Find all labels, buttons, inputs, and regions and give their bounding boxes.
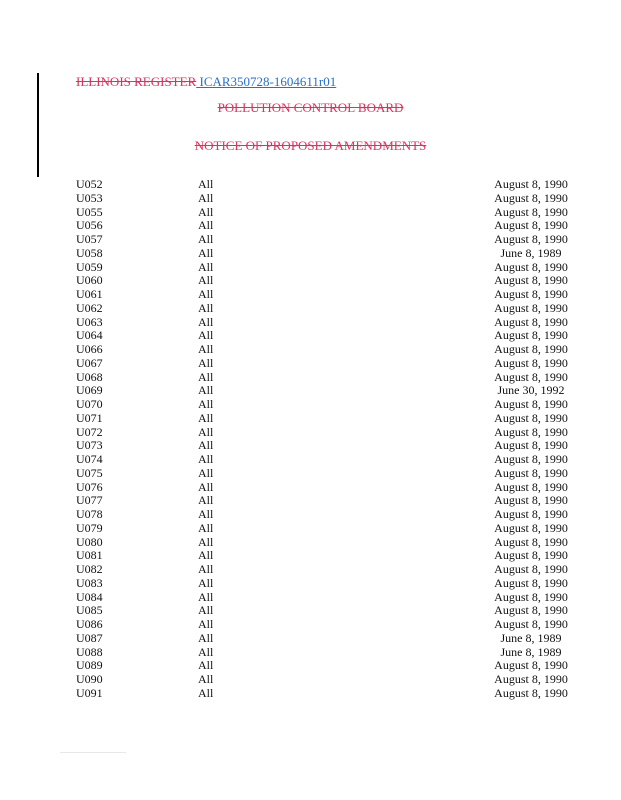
table-row — [76, 287, 571, 301]
date-cell: June 8, 1989 — [500, 630, 562, 645]
date-cell: August 8, 1990 — [494, 479, 568, 494]
date-cell: June 8, 1989 — [500, 644, 562, 659]
date-cell: August 8, 1990 — [494, 617, 568, 631]
date-cell: August 8, 1990 — [494, 177, 568, 191]
scope-cell: All — [198, 177, 214, 191]
date-cell: August 8, 1990 — [494, 658, 568, 673]
scope-cell: All — [198, 520, 214, 535]
scope-cell: All — [198, 410, 214, 425]
date-cell: August 8, 1990 — [494, 342, 568, 356]
waste-code-cell: U090 — [76, 672, 103, 686]
table-row — [76, 452, 571, 466]
table-row — [76, 521, 571, 535]
date-cell: August 8, 1990 — [494, 548, 568, 563]
scope-cell: All — [198, 603, 214, 618]
table-row — [76, 603, 571, 617]
waste-code-cell: U076 — [76, 479, 103, 494]
table-row — [76, 383, 571, 397]
scope-cell: All — [198, 685, 214, 700]
date-cell: August 8, 1990 — [494, 259, 568, 274]
table-row — [76, 672, 571, 686]
date-cell: August 8, 1990 — [494, 507, 568, 521]
date-cell: August 8, 1990 — [494, 534, 568, 549]
board-heading — [0, 100, 621, 115]
table-row — [76, 576, 571, 590]
waste-code-cell: U087 — [76, 630, 103, 645]
waste-code-cell: U052 — [76, 177, 103, 191]
waste-code-cell: U066 — [76, 342, 103, 356]
scope-cell: All — [198, 355, 214, 370]
date-cell: August 8, 1990 — [494, 355, 568, 370]
date-cell: August 8, 1990 — [494, 218, 568, 233]
date-cell: August 8, 1990 — [494, 465, 568, 480]
date-cell: August 8, 1990 — [494, 562, 568, 576]
waste-code-cell: U083 — [76, 575, 103, 590]
scope-cell: All — [198, 328, 214, 343]
scope-cell: All — [198, 342, 214, 356]
waste-code-cell: U070 — [76, 397, 103, 411]
date-cell: August 8, 1990 — [494, 397, 568, 411]
scope-cell: All — [198, 273, 214, 288]
waste-code-cell: U068 — [76, 369, 103, 384]
waste-code-cell: U071 — [76, 410, 103, 425]
table-row — [76, 493, 571, 507]
scope-cell: All — [198, 397, 214, 411]
table-row — [76, 260, 571, 274]
scope-cell: All — [198, 630, 214, 645]
waste-code-cell: U085 — [76, 603, 103, 618]
scope-cell: All — [198, 245, 214, 260]
waste-code-cell: U064 — [76, 328, 103, 343]
table-row — [76, 631, 571, 645]
table-row — [76, 191, 571, 205]
table-row — [76, 645, 571, 659]
waste-code-cell: U058 — [76, 245, 103, 260]
date-cell: August 8, 1990 — [494, 369, 568, 384]
waste-code-cell: U080 — [76, 534, 103, 549]
table-row — [76, 535, 571, 549]
register-id-inserted: ICAR350728-1604611r01 — [196, 74, 337, 89]
scope-cell: All — [198, 314, 214, 329]
footer-rule — [60, 752, 126, 753]
scope-cell: All — [198, 507, 214, 521]
waste-code-cell: U075 — [76, 465, 103, 480]
table-row — [76, 315, 571, 329]
date-cell: August 8, 1990 — [494, 204, 568, 219]
waste-code-cell: U077 — [76, 493, 103, 508]
date-cell: August 8, 1990 — [494, 273, 568, 288]
scope-cell: All — [198, 383, 214, 398]
date-cell: August 8, 1990 — [494, 287, 568, 301]
date-cell: August 8, 1990 — [494, 575, 568, 590]
table-row — [76, 273, 571, 287]
date-cell: August 8, 1990 — [494, 685, 568, 700]
date-cell: August 8, 1990 — [494, 190, 568, 205]
scope-cell: All — [198, 548, 214, 563]
table-row — [76, 205, 571, 219]
waste-code-cell: U079 — [76, 520, 103, 535]
table-row — [76, 356, 571, 370]
date-cell: August 8, 1990 — [494, 603, 568, 618]
waste-code-cell: U088 — [76, 644, 103, 659]
table-row — [76, 686, 571, 700]
register-title-struck: ILLINOIS REGISTER — [76, 74, 197, 89]
date-cell: June 30, 1992 — [497, 383, 565, 398]
waste-code-cell: U061 — [76, 287, 103, 301]
date-cell: August 8, 1990 — [494, 300, 568, 315]
scope-cell: All — [198, 617, 214, 631]
waste-code-cell: U053 — [76, 190, 103, 205]
scope-cell: All — [198, 190, 214, 205]
waste-code-cell: U067 — [76, 355, 103, 370]
waste-code-cell: U060 — [76, 273, 103, 288]
scope-cell: All — [198, 287, 214, 301]
scope-cell: All — [198, 658, 214, 673]
date-cell: August 8, 1990 — [494, 438, 568, 453]
waste-code-cell: U084 — [76, 589, 103, 604]
waste-code-cell: U056 — [76, 218, 103, 233]
waste-code-cell: U078 — [76, 507, 103, 521]
date-cell: August 8, 1990 — [494, 672, 568, 686]
table-row — [76, 466, 571, 480]
table-row — [76, 480, 571, 494]
date-cell: August 8, 1990 — [494, 410, 568, 425]
waste-code-cell: U069 — [76, 383, 103, 398]
table-row — [76, 617, 571, 631]
scope-cell: All — [198, 369, 214, 384]
table-row — [76, 218, 571, 232]
date-cell: August 8, 1990 — [494, 314, 568, 329]
table-row — [76, 397, 571, 411]
table-row — [76, 562, 571, 576]
notice-heading-text: NOTICE OF PROPOSED AMENDMENTS — [194, 138, 427, 153]
date-cell: August 8, 1990 — [494, 424, 568, 439]
waste-code-table — [76, 177, 571, 700]
table-row — [76, 370, 571, 384]
scope-cell: All — [198, 438, 214, 453]
register-header — [76, 74, 336, 89]
waste-code-cell: U055 — [76, 204, 103, 219]
scope-cell: All — [198, 575, 214, 590]
table-row — [76, 177, 571, 191]
waste-code-cell: U074 — [76, 452, 103, 466]
waste-code-cell: U063 — [76, 314, 103, 329]
scope-cell: All — [198, 465, 214, 480]
waste-code-cell: U086 — [76, 617, 103, 631]
waste-code-cell: U073 — [76, 438, 103, 453]
scope-cell: All — [198, 672, 214, 686]
table-row — [76, 328, 571, 342]
scope-cell: All — [198, 259, 214, 274]
table-row — [76, 425, 571, 439]
scope-cell: All — [198, 479, 214, 494]
waste-code-cell: U059 — [76, 259, 103, 274]
date-cell: August 8, 1990 — [494, 589, 568, 604]
table-row — [76, 411, 571, 425]
waste-code-cell: U081 — [76, 548, 103, 563]
table-row — [76, 342, 571, 356]
waste-code-cell: U091 — [76, 685, 103, 700]
scope-cell: All — [198, 300, 214, 315]
scope-cell: All — [198, 232, 214, 246]
waste-code-cell: U062 — [76, 300, 103, 315]
scope-cell: All — [198, 218, 214, 233]
waste-code-cell: U072 — [76, 424, 103, 439]
date-cell: August 8, 1990 — [494, 328, 568, 343]
table-row — [76, 301, 571, 315]
date-cell: August 8, 1990 — [494, 493, 568, 508]
table-row — [76, 548, 571, 562]
date-cell: August 8, 1990 — [494, 232, 568, 246]
notice-heading — [0, 138, 621, 153]
date-cell: June 8, 1989 — [500, 245, 562, 260]
scope-cell: All — [198, 452, 214, 466]
board-heading-text: POLLUTION CONTROL BOARD — [217, 100, 404, 115]
table-row — [76, 438, 571, 452]
scope-cell: All — [198, 204, 214, 219]
scope-cell: All — [198, 493, 214, 508]
table-row — [76, 507, 571, 521]
scope-cell: All — [198, 534, 214, 549]
waste-code-cell: U089 — [76, 658, 103, 673]
waste-code-cell: U082 — [76, 562, 103, 576]
scope-cell: All — [198, 589, 214, 604]
table-row — [76, 658, 571, 672]
table-row — [76, 246, 571, 260]
table-row — [76, 232, 571, 246]
scope-cell: All — [198, 424, 214, 439]
date-cell: August 8, 1990 — [494, 452, 568, 466]
date-cell: August 8, 1990 — [494, 520, 568, 535]
waste-code-cell: U057 — [76, 232, 103, 246]
scope-cell: All — [198, 644, 214, 659]
revision-change-bar — [37, 73, 39, 177]
table-row — [76, 590, 571, 604]
scope-cell: All — [198, 562, 214, 576]
